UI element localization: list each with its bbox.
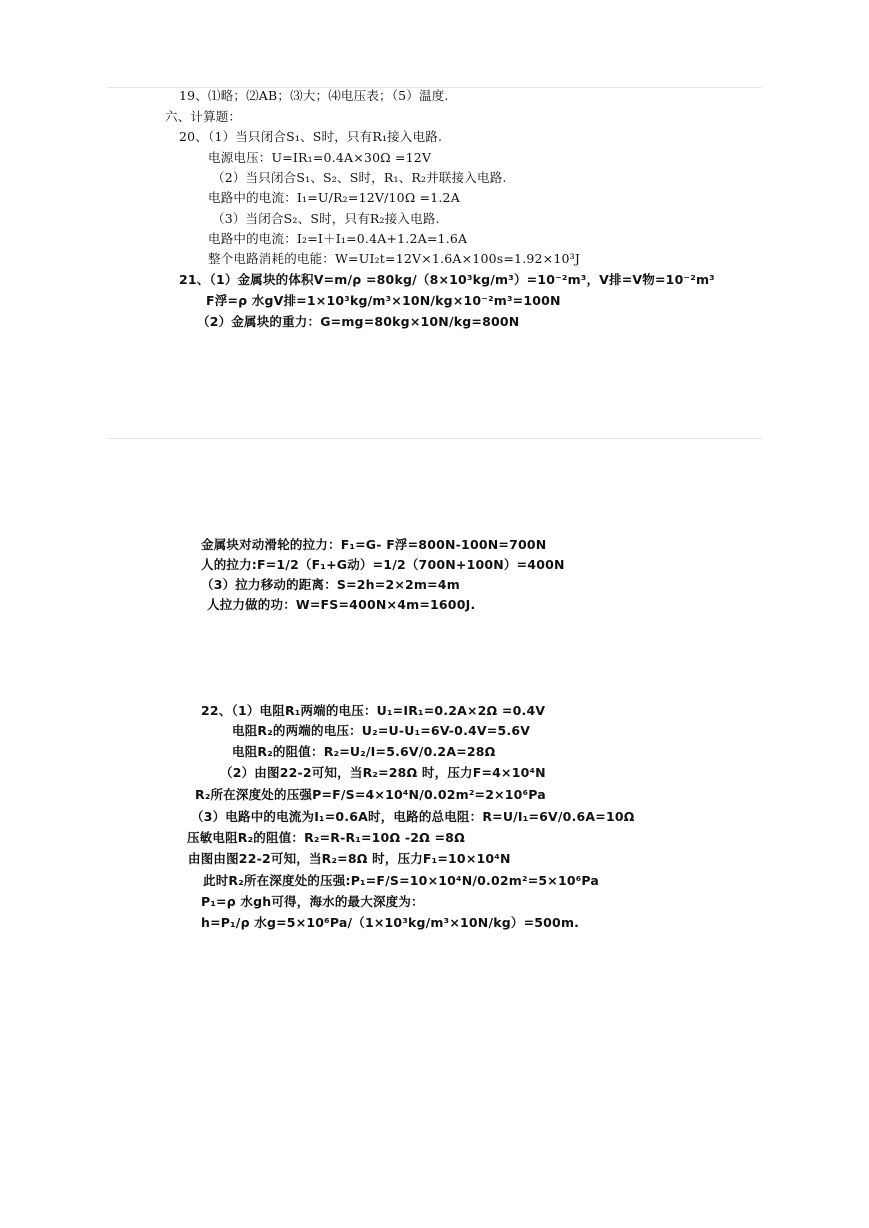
answer-22-line: 电阻R₂的两端的电压：U₂=U-U₁=6V-0.4V=5.6V bbox=[232, 723, 531, 738]
answer-21-cont-line: 人的拉力:F=1/2（F₁+G动）=1/2（700N+100N）=400N bbox=[201, 557, 565, 572]
answer-20-line: 电路中的电流：I₂=I＋I₁=0.4A+1.2A=1.6A bbox=[208, 231, 468, 246]
answer-21-cont-line: （3）拉力移动的距离：S=2h=2×2m=4m bbox=[201, 577, 460, 592]
answer-19: 19、⑴略；⑵AB；⑶大；⑷电压表；（5）温度. bbox=[179, 88, 449, 103]
answer-20-line: 20、（1）当只闭合S₁、S时，只有R₁接入电路. bbox=[179, 129, 443, 144]
answer-21-cont-line: 人拉力做的功：W=FS=400N×4m=1600J. bbox=[207, 597, 476, 612]
answer-22-line: h=P₁/ρ 水g=5×10⁶Pa/（1×10³kg/m³×10N/kg）=500m. bbox=[201, 915, 580, 930]
answer-22-line: 压敏电阻R₂的阻值：R₂=R-R₁=10Ω -2Ω =8Ω bbox=[187, 830, 465, 845]
answer-20-line: 整个电路消耗的电能：W=UI₂t=12V×1.6A×100s=1.92×10³J bbox=[208, 251, 581, 266]
answer-22-line: 此时R₂所在深度处的压强:P₁=F/S=10×10⁴N/0.02m²=5×10⁶Pa bbox=[203, 873, 600, 888]
answer-20-line: （2）当只闭合S₁、S₂、S时，R₁、R₂并联接入电路. bbox=[212, 170, 507, 185]
answer-21-line: （2）金属块的重力：G=mg=80kg×10N/kg=800N bbox=[197, 314, 520, 329]
answer-22-line: 22、（1）电阻R₁两端的电压：U₁=IR₁=0.2A×2Ω =0.4V bbox=[201, 703, 546, 718]
answer-20-line: 电源电压：U=IR₁=0.4A×30Ω =12V bbox=[208, 150, 432, 165]
answer-22-line: 由图由图22-2可知，当R₂=8Ω 时，压力F₁=10×10⁴N bbox=[188, 851, 511, 866]
answer-22-line: P₁=ρ 水gh可得，海水的最大深度为： bbox=[201, 894, 424, 909]
answer-21-cont-line: 金属块对动滑轮的拉力：F₁=G- F浮=800N-100N=700N bbox=[201, 537, 547, 552]
answer-22-line: 电阻R₂的阻值：R₂=U₂/I=5.6V/0.2A=28Ω bbox=[232, 744, 496, 759]
answer-21-line: F浮=ρ 水gV排=1×10³kg/m³×10N/kg×10⁻²m³=100N bbox=[206, 293, 561, 308]
answer-20-line: 电路中的电流：I₁=U/R₂=12V/10Ω =1.2A bbox=[208, 190, 460, 205]
answer-21-line: 21、（1）金属块的体积V=m/ρ =80kg/（8×10³kg/m³）=10⁻²m³，V排=V物=10⁻²m³ bbox=[179, 272, 715, 287]
answer-22-line: （2）由图22-2可知，当R₂=28Ω 时，压力F=4×10⁴N bbox=[220, 765, 546, 780]
answer-22-line: R₂所在深度处的压强P=F/S=4×10⁴N/0.02m²=2×10⁶Pa bbox=[195, 787, 546, 802]
answer-22-line: （3）电路中的电流为I₁=0.6A时，电路的总电阻：R=U/I₁=6V/0.6A=10Ω bbox=[191, 809, 635, 824]
section-heading-calculation: 六、计算题： bbox=[165, 109, 242, 124]
page-break-rule bbox=[107, 438, 762, 439]
answer-20-line: （3）当闭合S₂、S时，只有R₂接入电路. bbox=[212, 211, 440, 226]
